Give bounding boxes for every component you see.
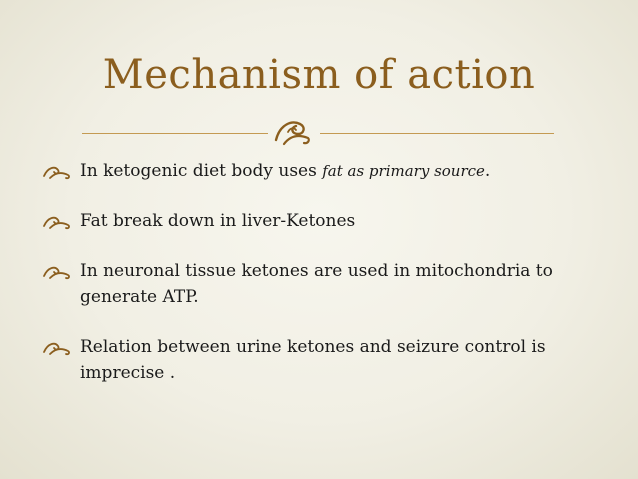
bullet-item	[42, 208, 602, 234]
flourish-bullet-icon	[42, 214, 72, 230]
bullet-text: Relation between urine ketones and seizure control is imprecise .	[80, 337, 546, 383]
bullet-item	[42, 258, 602, 310]
bullet-item	[42, 158, 602, 184]
flourish-bullet-icon	[42, 264, 72, 280]
bullet-text: In neuronal tissue ketones are used in mitochondria to generate ATP.	[80, 261, 553, 307]
bullet-item	[42, 334, 602, 386]
bullet-text: In ketogenic diet body uses	[80, 161, 323, 181]
bullet-emphasis: fat as primary source	[322, 162, 485, 180]
bullet-text: Fat break down in liver-Ketones	[80, 211, 356, 231]
title-rule-left	[82, 133, 268, 134]
bullet-list	[42, 158, 602, 410]
flourish-bullet-icon	[42, 340, 72, 356]
bullet-text-end: .	[484, 161, 491, 181]
title-rule-right	[320, 133, 554, 134]
flourish-bullet-icon	[42, 164, 72, 180]
flourish-icon	[270, 114, 314, 148]
slide-title: Mechanism of action	[102, 52, 536, 98]
